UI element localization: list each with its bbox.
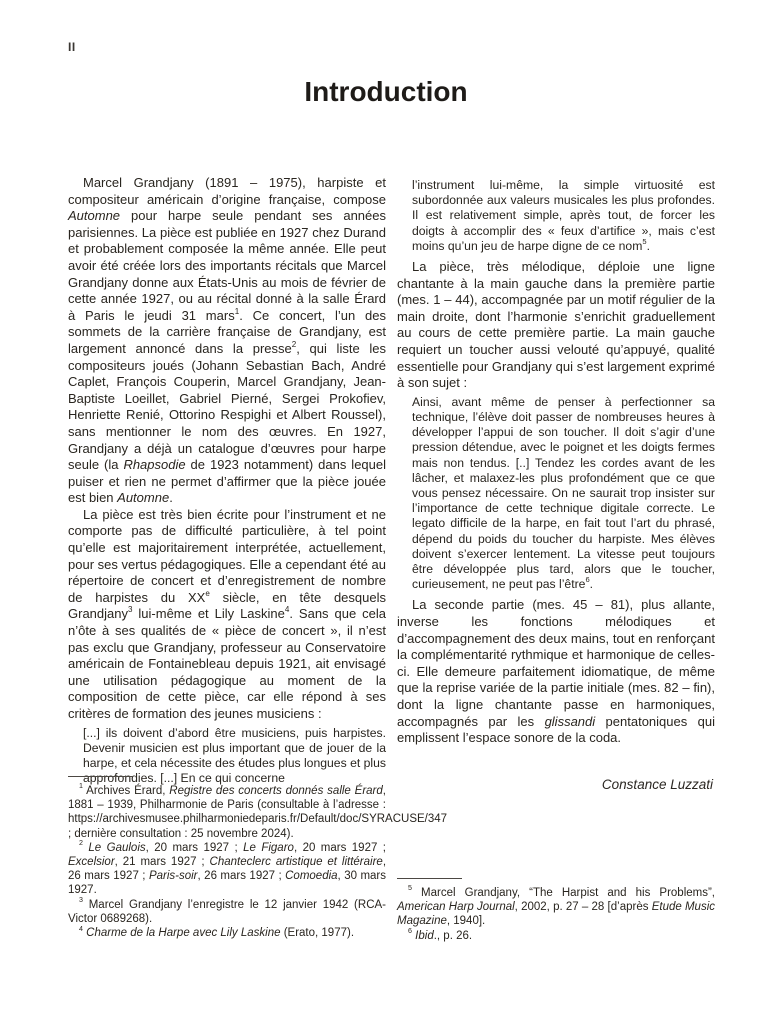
body-paragraph: La pièce est très bien écrite pour l’instrument et ne comporte pas de difficulté particulière, à tel point qu’elle est majoritairement interprétée, actuellement, pour ses vertus pédagogiques. Elle a cependant été au répertoire de concert et d’enregistrement de nombre de harpistes du XXe siècle, en tête desquels Grandjany$^3$ lui-même et Lily Laskine$^4$. Sans que cela n’ôte à ses qualités de « pièce de concert », il n’est pas exclu que Grandjany, professeur au Conservatoire américain de Fontainebleau depuis 1921, ait envisagé une utilisation pédagogique au moment de la composition de cette pièce, car elle répond à ses critères de formation des jeunes musiciens : [68, 506, 387, 721]
footnote-separator [397, 878, 462, 879]
footnote: $^6$ Ibid., p. 26. [408, 927, 473, 942]
left-column-text [68, 175, 386, 786]
body-paragraph: Marcel Grandjany (1891 – 1975), harpiste et compositeur américain d’origine française, compose Automne pour harpe seule pendant ses années parisiennes. La pièce est publiée en 1927 chez Durand et probablement composée la même année. Elle peut avoir été créée lors des importants récitals que Marcel Grandjany donne aux États-Unis au mois de février de cette année 1927, ou au récital donné à la salle Érard à Paris le jeudi 31 mars$^1$. Ce concert, l’un des sommets de la carrière française de Grandjany, est largement annoncé dans la presse$^2$, qui liste les compositeurs joués (Johann Sebastian Bach, André Caplet, François Couperin, Marcel Grandjany, Jean-Baptiste Loeillet, Gabriel Pierné, Sergei Prokofiev, Henriette Renié, Ottorino Respighi et Albert Roussel), sans mentionner le nom des œuvres. En 1927, Grandjany a déjà un catalogue d’œuvres pour harpe seule (la Rhapsodie de 1923 notamment) dans lequel puiser et rien ne permet d’affirmer que la pièce jouée est bien Automne. [68, 175, 386, 506]
right-footnote-list [397, 886, 715, 943]
footnote: $^4$ Charme de la Harpe avec Lily Laskine (Erato, 1977). [79, 924, 355, 940]
footnote: $^5$ Marcel Grandjany, “The Harpist and his Problems”, American Harp Journal, 2002, p. 27 – 28 [d’après Etude Music Magazine, 1940]. [397, 884, 716, 928]
footnote: $^3$ Marcel Grandjany l’enregistre le 12 janvier 1942 (RCA-Victor 0689268). [68, 896, 386, 925]
page-title: Introduction [304, 76, 468, 107]
right-column [397, 175, 715, 792]
block-quote: Ainsi, avant même de penser à perfectionner sa technique, l’élève doit passer de nombreuses heures à développer l’appui de son toucher. Il doit s’agir d’une pression détendue, avec le poignet et les doigts fermes mais non tendus. [..] Tendez les cordes avant de les lâcher, et malaxez-les plus profondément que ce que vous pensez nécessaire. On ne saurait trop insister sur l’importance de cette technique digitale correcte. Le legato difficile de la harpe, en fait tout l’art du phrasé, dépend du poids du toucher du harpiste. Mes élèves doivent s’exercer lentement. La vitesse peut toujours être développée plus tard, alors que le toucher, curieusement, ne peut pas l’être$^6$. [412, 394, 715, 592]
right-footnotes [397, 878, 715, 943]
author-signature: Constance Luzzati [601, 776, 713, 792]
body-paragraph: La pièce, très mélodique, déploie une ligne chantante à la main gauche dans la première partie (mes. 1 – 44), accompagnée par un motif régulier de la main droite, dont l’harmonie s’enrichit graduellement au cours de cette première partie. La main gauche requiert un toucher aussi velouté qu’appuyé, qualité essentielle pour Grandjany qui s’est largement exprimé à son sujet : [397, 259, 715, 391]
left-column [68, 175, 386, 791]
footnote-separator [68, 776, 133, 777]
page-number: II [68, 40, 76, 54]
right-column-text [397, 178, 715, 747]
footnote: $^1$ Archives Érard, Registre des concerts donnés salle Érard, 1881 – 1939, Philharmonie de Paris (consultable à l’adresse : https://archivesmusee.philharmoniedeparis.fr/Default/doc/SYRACUSE/347 ; dernière consultation : 25 novembre 2024). [68, 782, 448, 840]
block-quote: l’instrument lui-même, la simple virtuosité est subordonnée aux valeurs musicales les plus profondes. Il est relativement simple, après tout, de forcer les doigts à accomplir des « feux d’artifice », mais c’est moins qu’un jeu de harpe digne de ce nom$^5$. [412, 178, 715, 253]
footnote: $^2$ Le Gaulois, 20 mars 1927 ; Le Figaro, 20 mars 1927 ; Excelsior, 21 mars 1927 ; Chanteclerc artistique et littéraire, 26 mars 1927 ; Paris-soir, 26 mars 1927 ; Comoedia, 30 mars 1927. [68, 839, 387, 897]
body-paragraph: La seconde partie (mes. 45 – 81), plus allante, inverse les fonctions mélodiques et d’accompagnement des deux mains, tout en renforçant la complémentarité rythmique et harmonique de celles-ci. Elle demeure parfaitement idiomatique, de même que la reprise variée de la partie initiale (mes. 82 – fin), dont la ligne chantante passe en harmoniques, accompagnés par les glissandi pentatoniques qui emplissent l’espace sonore de la coda. [397, 597, 715, 746]
block-quote: [...] ils doivent d’abord être musiciens, puis harpistes. Devenir musicien est plus important que de jouer de la harpe, et cela nécessite des études plus longues et plus approfondies. [...] En ce qui concerne [83, 725, 386, 786]
